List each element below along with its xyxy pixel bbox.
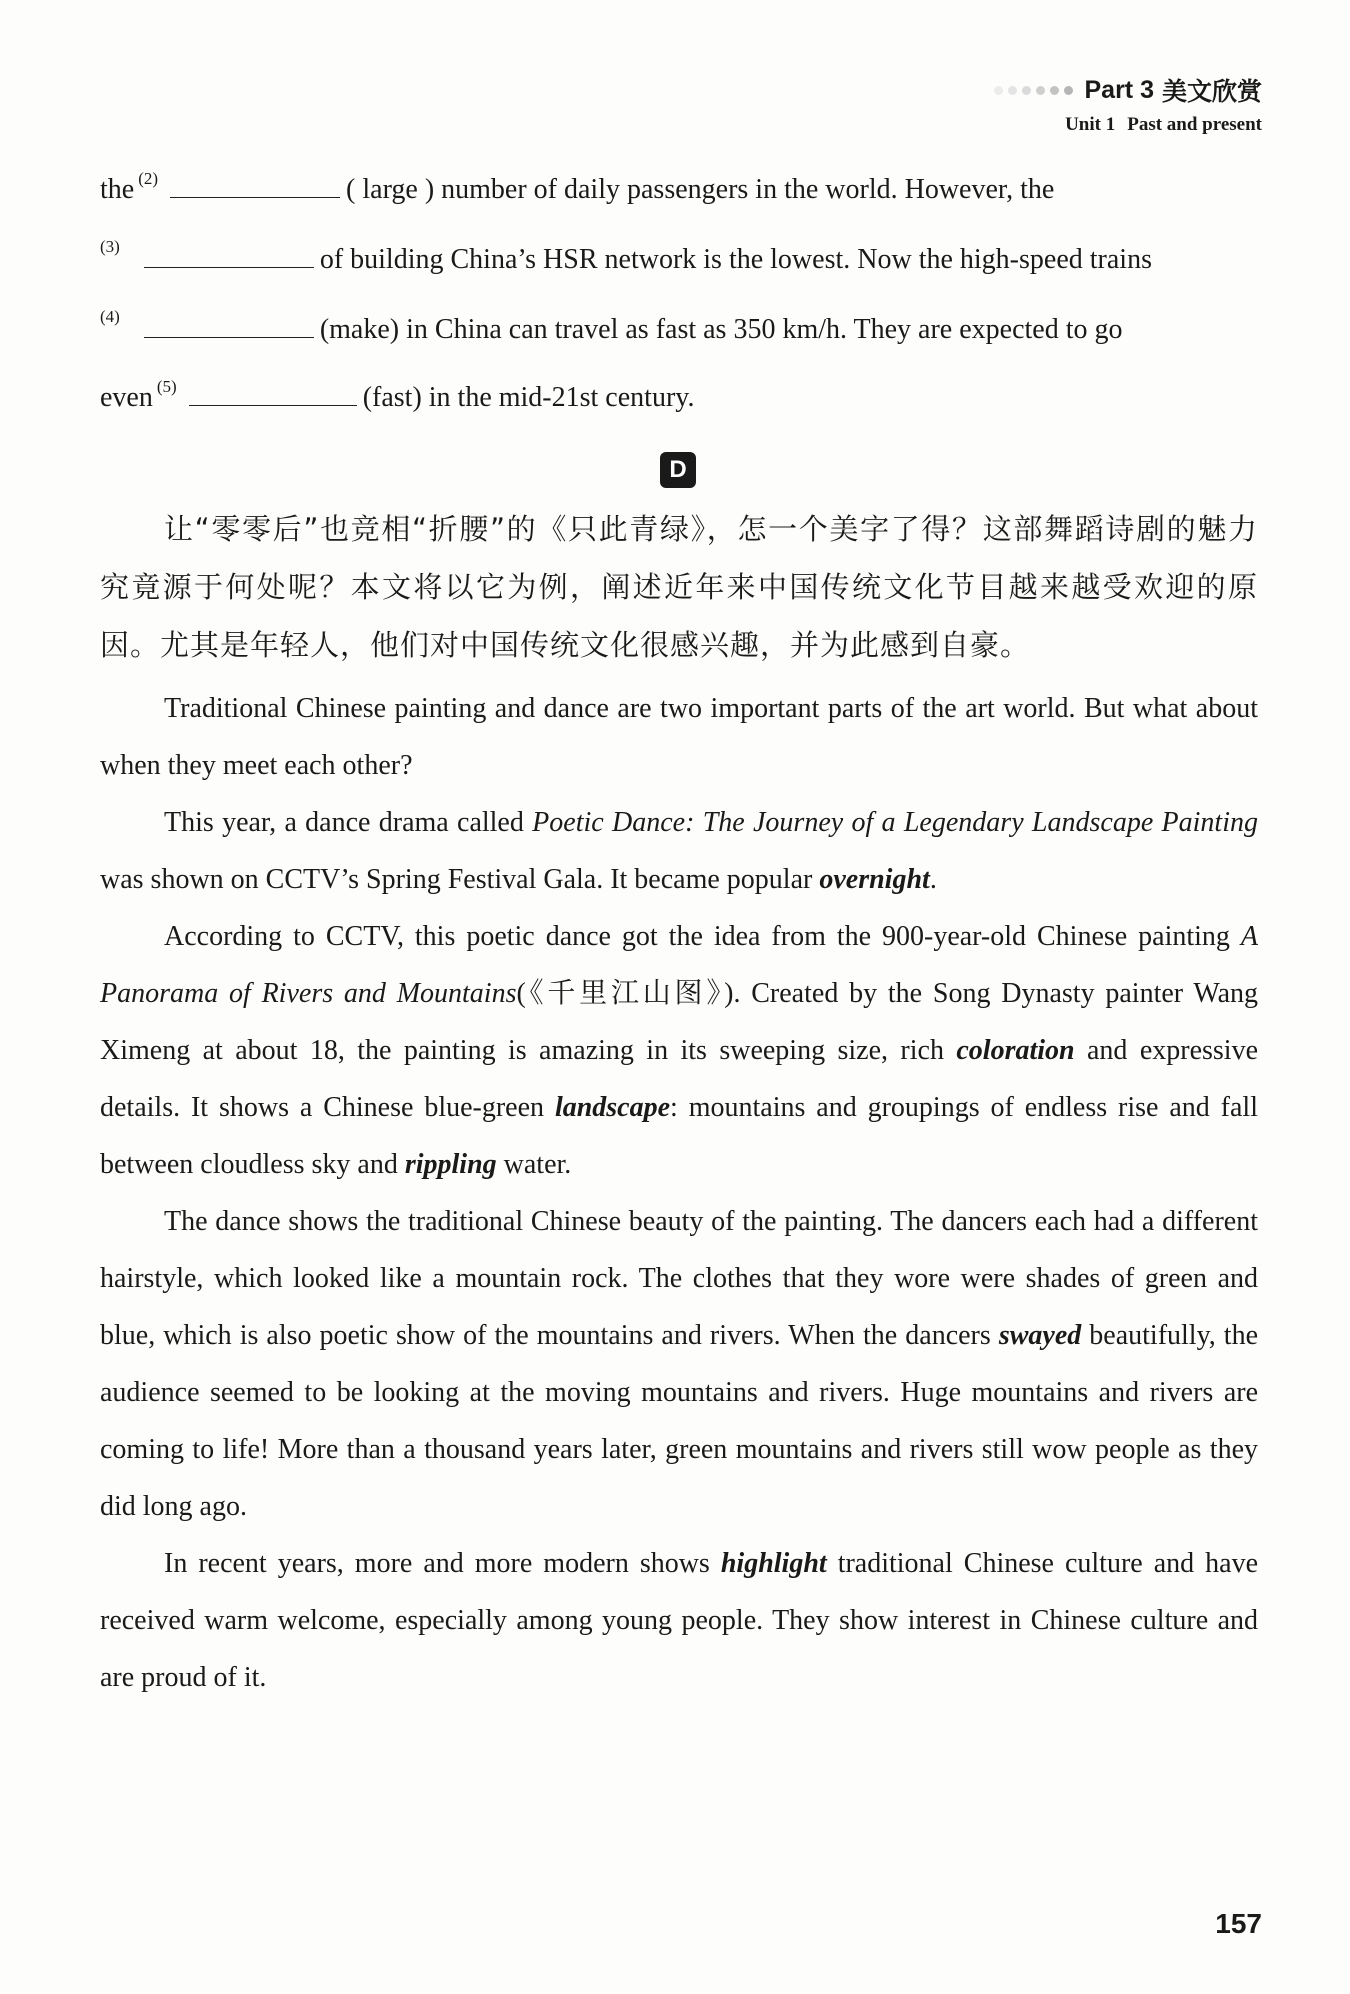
painting-title: A Panorama of Rivers and Mountains (100, 921, 1258, 1009)
exercise-line-1: the $^{(2)}$ ( large ) number of daily passengers in the world. However, the (100, 169, 1055, 205)
keyword-highlight: highlight (720, 1548, 827, 1579)
header-part-line (994, 72, 1263, 108)
blank-3[interactable] (144, 266, 314, 268)
keyword-swayed: swayed (998, 1320, 1082, 1351)
header-unit: Unit 1 (1065, 114, 1116, 135)
blank-number-3: (3) (100, 237, 120, 256)
header-unit-line (994, 114, 1263, 136)
exercise-line-4: even $^{(5)}$ (fast) in the mid-21st century. (100, 377, 695, 413)
article-paragraph-5: In recent years, more and more modern shows highlight traditional Chinese culture and have received warm welcome, especially among young people. They show interest in Chinese culture and are proud of it. (100, 1548, 1258, 1693)
header-unit-title: Past and present (1127, 114, 1262, 135)
blank-number-2: (2) (138, 169, 159, 188)
chinese-intro: 让“零零后”也竞相“折腰”的《只此青绿》，怎一个美字了得？这部舞蹈诗剧的魅力究竟源于何处呢？本文将以它为例，阐述近年来中国传统文化节目越来越受欢迎的原因。尤其是年轻人，他们对中国传统文化很感兴趣，并为此感到自豪。 (100, 512, 1258, 662)
article-paragraph-4: The dance shows the traditional Chinese beauty of the painting. The dancers each had a different hairstyle, which looked like a mountain rock. The clothes that they wore were shades of green and blue, which is also poetic show of the mountains and rivers. When the dancers swayed beautifully, the audience seemed to be looking at the moving mountains and rivers. Huge mountains and rivers are coming to life! More than a thousand years later, green mountains and rivers still wow people as they did long ago. (100, 1206, 1258, 1522)
header-part: Part 3 (1084, 75, 1154, 104)
keyword-coloration: coloration (956, 1035, 1075, 1066)
decorative-dots-icon (994, 86, 1073, 95)
exercise-line-3: $^{(4)}$ (make) in China can travel as fast as 350 km/h. They are expected to go (100, 307, 1123, 345)
blank-number-5: (5) (156, 377, 177, 396)
article-paragraph-2: This year, a dance drama called Poetic Dance: The Journey of a Legendary Landscape Painting was shown on CCTV’s Spring Festival Gala. It became popular overnight. (100, 807, 1258, 895)
section-d-badge: D (660, 452, 696, 488)
page-number: 157 (1215, 1908, 1262, 1939)
running-header (994, 72, 1263, 136)
article-paragraph-1: Traditional Chinese painting and dance are two important parts of the art world. But what about when they meet each other? (100, 693, 1258, 781)
article-body (100, 680, 1258, 1706)
article-paragraph-3: According to CCTV, this poetic dance got the idea from the 900-year-old Chinese painting A Panorama of Rivers and Mountains(《千里江山图》). Created by the Song Dynasty painter Wang Ximeng at about 18, the painting is amazing in its sweeping size, rich coloration and expressive details. It shows a Chinese blue-green landscape: mountains and groupings of endless rise and fall between cloudless sky and rippling water. (100, 921, 1259, 1180)
blank-5[interactable] (189, 404, 357, 406)
blank-number-4: (4) (100, 307, 120, 326)
blank-4[interactable] (144, 336, 314, 338)
keyword-overnight: overnight (819, 864, 930, 895)
header-part-cn: 美文欣赏 (1161, 78, 1262, 106)
blank-2[interactable] (170, 196, 340, 198)
exercise-line-2: $^{(3)}$ of building China’s HSR network is the lowest. Now the high-speed trains (100, 237, 1152, 275)
keyword-landscape: landscape (554, 1092, 671, 1123)
keyword-rippling: rippling (404, 1149, 497, 1180)
dance-title: Poetic Dance: The Journey of a Legendary Landscape Painting (532, 807, 1258, 838)
exercise-text (100, 150, 1258, 426)
